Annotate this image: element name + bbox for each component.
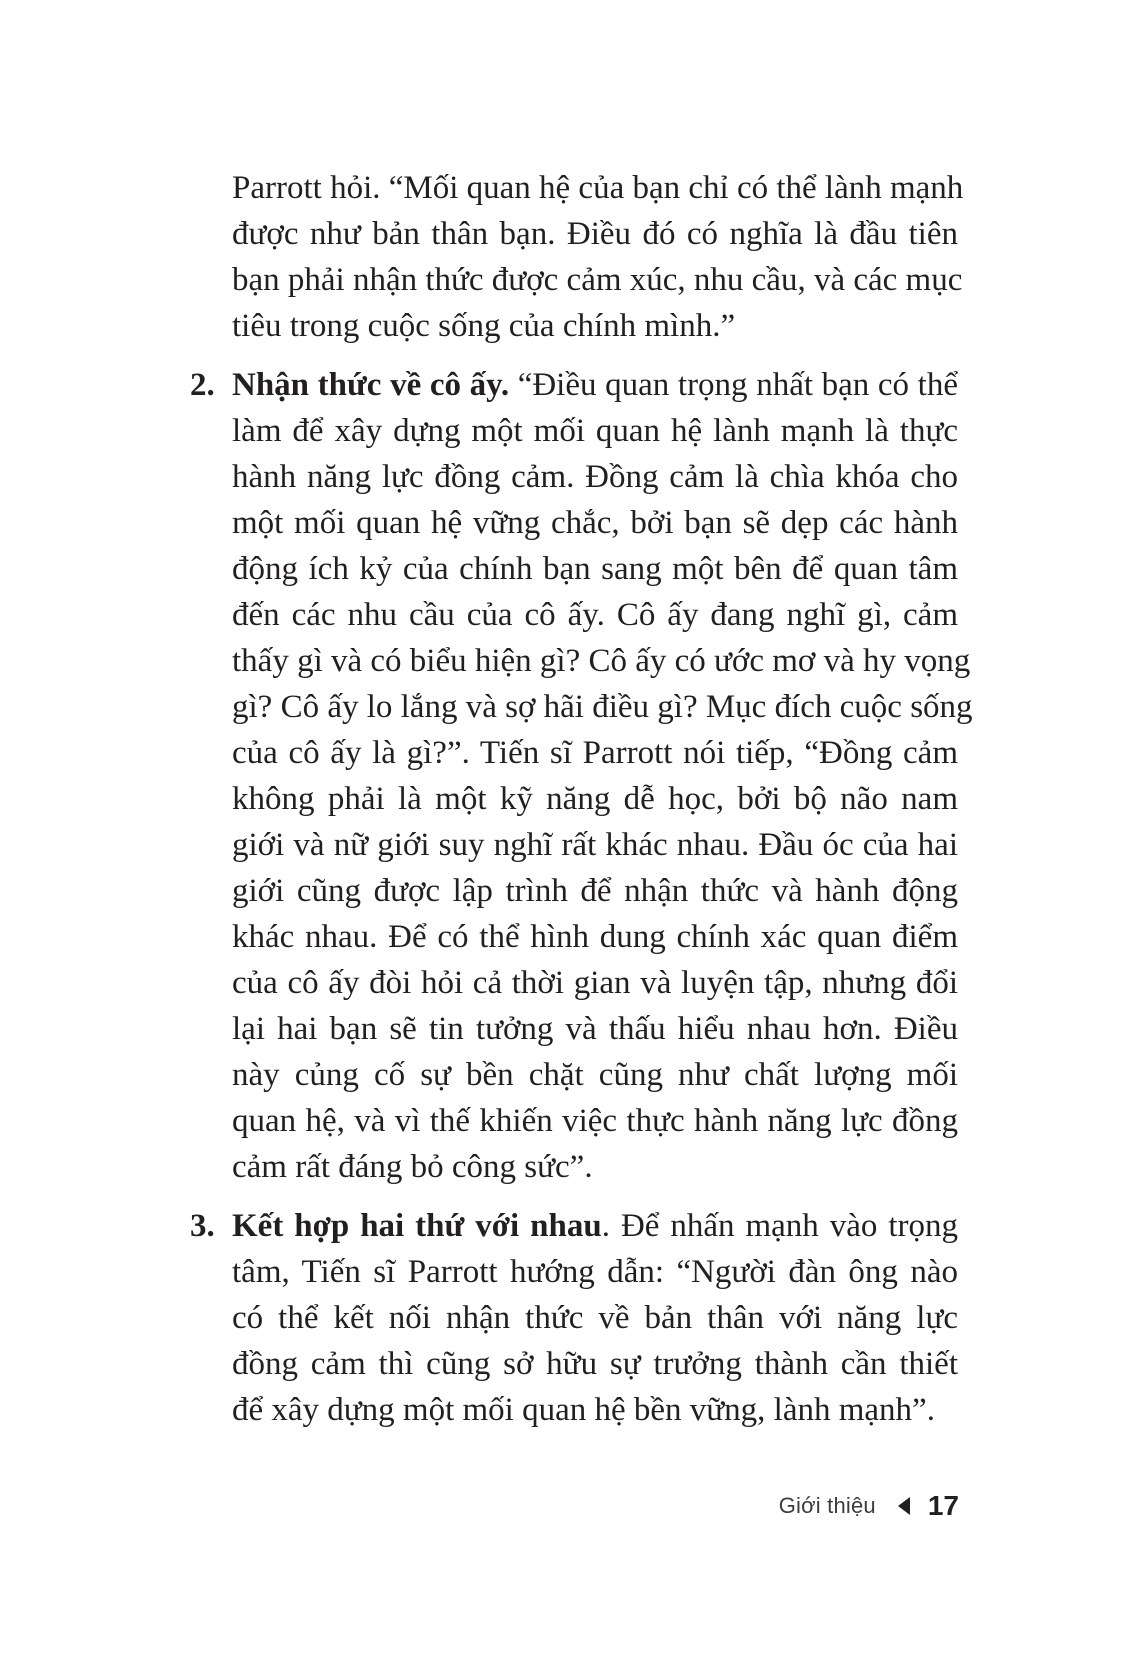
text-line: làm để xây dựng một mối quan hệ lành mạnh là thực — [232, 413, 958, 449]
list-number: 3. — [190, 1208, 215, 1244]
text-line: giới và nữ giới suy nghĩ rất khác nhau. Đầu óc của hai — [232, 827, 958, 863]
text-line: của cô ấy đòi hỏi cả thời gian và luyện tập, nhưng đổi — [232, 965, 958, 1001]
text-line: không phải là một kỹ năng dễ học, bởi bộ não nam — [232, 781, 958, 817]
text-line: để xây dựng một mối quan hệ bền vững, lành mạnh”. — [232, 1392, 935, 1428]
text-line: đồng cảm thì cũng sở hữu sự trưởng thành cần thiết — [232, 1346, 958, 1382]
text-line — [232, 1203, 958, 1249]
text-line: tiêu trong cuộc sống của chính mình.” — [232, 308, 736, 344]
text-line: quan hệ, và vì thế khiến việc thực hành năng lực đồng — [232, 1103, 958, 1139]
footer-section-label: Giới thiệu — [778, 1493, 876, 1518]
text-line: khác nhau. Để có thể hình dung chính xác quan điểm — [232, 919, 958, 955]
text-line: thấy gì và có biểu hiện gì? Cô ấy có ước mơ và hy vọng — [232, 643, 971, 679]
text-line: của cô ấy là gì?”. Tiến sĩ Parrott nói tiếp, “Đồng cảm — [232, 735, 958, 771]
list-number: 2. — [190, 367, 215, 403]
list-item-heading: Kết hợp hai thứ với nhau — [232, 1208, 602, 1244]
text-line: hành năng lực đồng cảm. Đồng cảm là chìa khóa cho — [232, 459, 958, 495]
text-line: tâm, Tiến sĩ Parrott hướng dẫn: “Người đàn ông nào — [232, 1254, 958, 1290]
text-line: có thể kết nối nhận thức về bản thân với năng lực — [232, 1300, 958, 1336]
text-line: Parrott hỏi. “Mối quan hệ của bạn chỉ có thể lành mạnh — [232, 170, 964, 206]
text-run: “Điều quan trọng nhất bạn có thể — [509, 367, 958, 403]
text-line: bạn phải nhận thức được cảm xúc, nhu cầu, và các mục — [232, 262, 963, 298]
text-line: một mối quan hệ vững chắc, bởi bạn sẽ dẹp các hành — [232, 505, 958, 541]
text-line: gì? Cô ấy lo lắng và sợ hãi điều gì? Mục đích cuộc sống — [232, 689, 973, 725]
list-item-heading: Nhận thức về cô ấy. — [232, 367, 510, 403]
page-number: 17 — [927, 1490, 959, 1521]
page-footer — [779, 1486, 959, 1526]
text-line: này củng cố sự bền chặt cũng như chất lượng mối — [232, 1057, 958, 1093]
text-line: lại hai bạn sẽ tin tưởng và thấu hiểu nhau hơn. Điều — [232, 1011, 958, 1047]
text-run: . Để nhấn mạnh vào trọng — [601, 1208, 959, 1244]
text-line: cảm rất đáng bỏ công sức”. — [232, 1149, 593, 1185]
text-line: động ích kỷ của chính bạn sang một bên để quan tâm — [232, 551, 958, 587]
text-line: được như bản thân bạn. Điều đó có nghĩa là đầu tiên — [232, 216, 958, 252]
left-triangle-icon — [898, 1497, 910, 1515]
text-line: đến các nhu cầu của cô ấy. Cô ấy đang nghĩ gì, cảm — [232, 597, 958, 633]
text-line — [232, 362, 958, 408]
text-line: giới cũng được lập trình để nhận thức và hành động — [232, 873, 958, 909]
